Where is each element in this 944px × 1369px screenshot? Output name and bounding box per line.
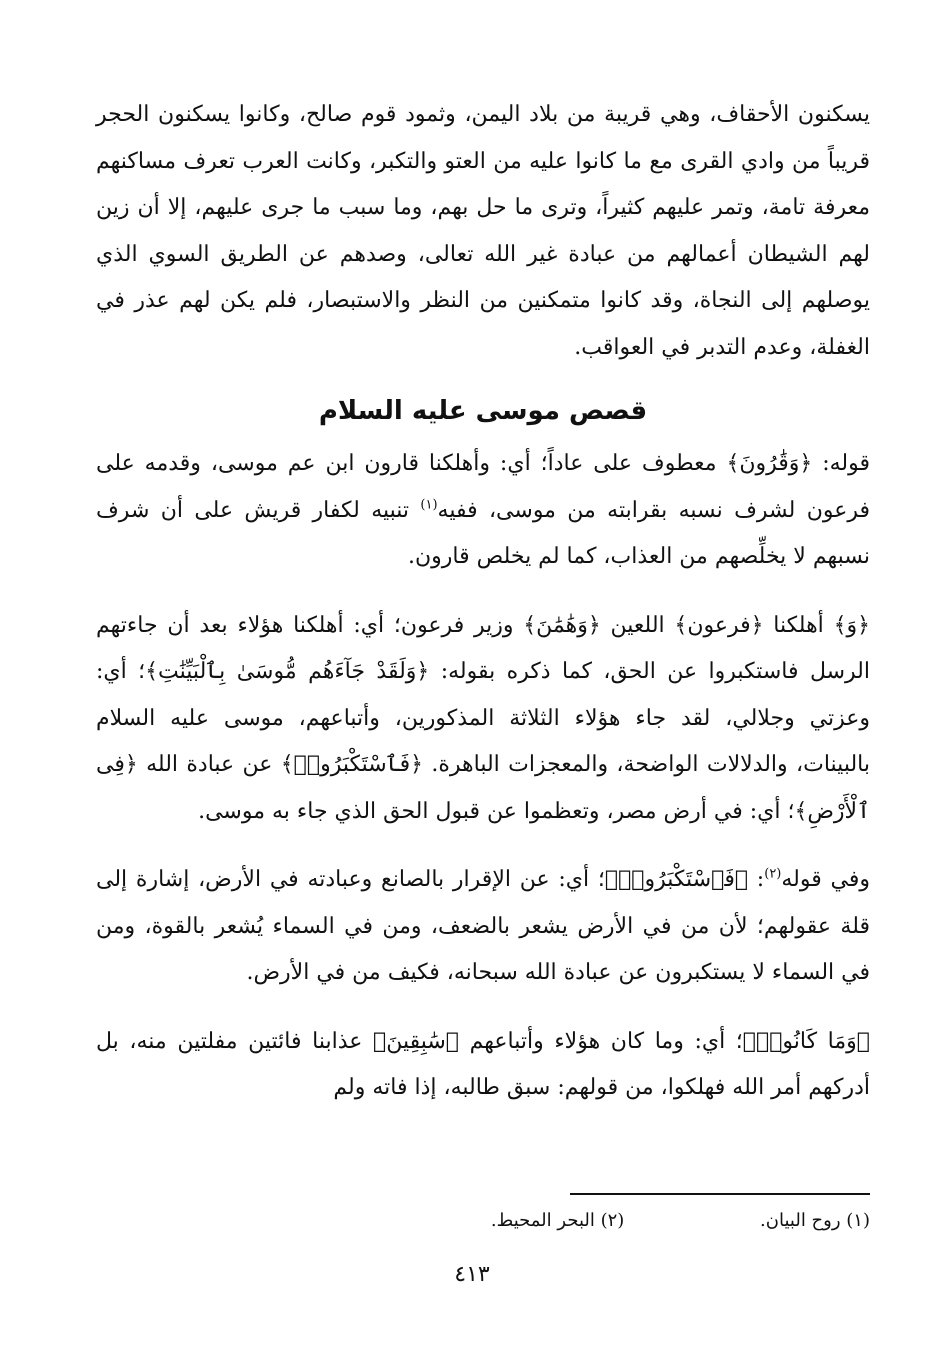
paragraph-3: ﴿وَ﴾ أهلكنا ﴿فرعون﴾ اللعين ﴿وَهَٰمَٰنَ﴾ وزير فرعون؛ أي: أهلكنا هؤلاء بعد أن جاءتهم الرسل فاستكبروا عن الحق، كما ذكره بقوله: ﴿وَلَقَدْ جَآءَهُم مُّوسَىٰ بِٱلْبَيِّنَٰتِ﴾؛ أي: وعزتي وجلالي، لقد جاء هؤلاء الثلاثة المذكورين، وأتباعهم، موسى عليه السلام بالبينات، والدلالات الواضحة، والمعجزات الباهرة. ﴿فَٱسْتَكْبَرُوا۟﴾ عن عبادة الله ﴿فِى ٱلْأَرْضِ﴾؛ أي: في أرض مصر، وتعظموا عن قبول الحق الذي جاء به موسى. [96,612,870,824]
paragraph-gap [96,835,870,857]
page-body [96,92,870,1112]
footnote-2: (٢) البحر المحيط. [490,1210,625,1231]
page-number: ٤١٣ [454,1262,490,1287]
paragraph-4 [96,857,870,997]
paragraph-4-text-b: : ﴿فَٱسْتَكْبَرُوا۟﴾؛ أي: عن الإقرار بالصانع وعبادته في الأرض، إشارة إلى قلة عقولهم؛ لأن من في الأرض يشعر بالضعف، ومن في السماء يُشعر بالقوة، ومن في السماء لا يستكبرون عن عبادة الله سبحانه، فكيف من في الأرض. [96,867,870,985]
paragraph-2 [96,441,870,581]
paragraph-1: يسكنون الأحقاف، وهي قريبة من بلاد اليمن، وثمود قوم صالح، وكانوا يسكنون الحجر قريباً من وادي القرى مع ما كانوا عليه من العتو والتكبر، وكانت العرب تعرف مساكنهم معرفة تامة، وتمر عليهم كثيراً، وترى ما حل بهم، وما سبب ما جرى عليهم، إلا أن زين لهم الشيطان أعمالهم من عبادة غير الله تعالى، وصدهم عن الطريق السوي الذي يوصلهم إلى النجاة، وقد كانوا متمكنين من النظر والاستبصار، فلم يكن لهم عذر في الغفلة، وعدم التدبر في العواقب. [96,102,870,360]
footnote-1: (١) روح البيان. [760,1210,870,1231]
paragraph-2-text-a: قوله: ﴿وَقَٰرُونَ﴾ معطوف على عاداً؛ أي: وأهلكنا قارون ابن عم موسى، وقدمه على فرعون لشرف نسبه بقرابته من موسى، ففيه [96,451,870,523]
footnotes [96,1206,870,1236]
paragraph-gap [96,581,870,603]
footnote-ref-1: (١) [420,497,438,513]
section-heading: قصص موسى عليه السلام [318,396,648,426]
footnote-ref-2: (٢) [764,866,782,882]
paragraph-2-text-b: تنبيه لكفار قريش على أن شرف نسبهم لا يخلِّصهم من العذاب، كما لم يخلص قارون. [96,497,870,569]
paragraph-gap [96,997,870,1019]
paragraph-5: ﴿وَمَا كَانُوا۟﴾؛ أي: وما كان هؤلاء وأتباعهم ﴿سَٰبِقِينَ﴾ عذابنا فائتين مفلتين منه، بل أدركهم أمر الله فهلكوا، من قولهم: سبق طالبه، إذا فاته ولم [96,1028,870,1100]
footnote-divider [570,1193,870,1195]
paragraph-4-text-a: وفي قوله [781,867,870,892]
